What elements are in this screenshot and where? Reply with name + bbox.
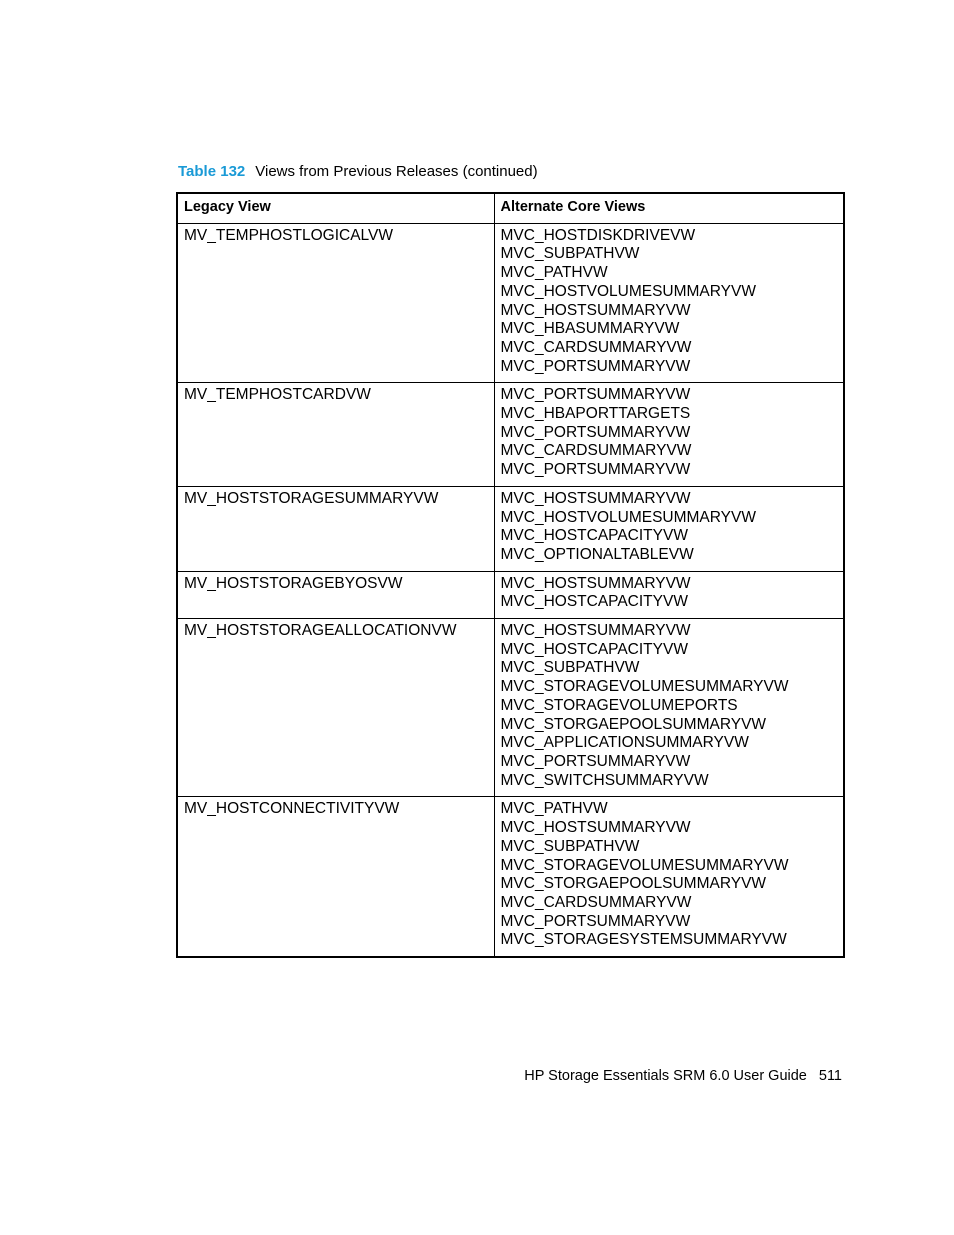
table-body — [177, 223, 844, 957]
alternate-core-views-cell — [494, 797, 844, 957]
list-item: MVC_PORTSUMMARYVW — [500, 461, 691, 479]
alternate-views-list — [501, 800, 838, 950]
alternate-views-list — [501, 575, 838, 612]
alternate-core-views-cell — [494, 571, 844, 618]
table-caption-text: Views from Previous Releases (continued) — [255, 163, 538, 180]
list-item: MVC_HOSTCAPACITYVW — [500, 640, 688, 658]
list-item: MVC_CARDSUMMARYVW — [500, 893, 692, 911]
legacy-view-cell: MV_TEMPHOSTLOGICALVW — [177, 223, 494, 383]
table-caption-label: Table 132 — [178, 163, 246, 180]
list-item: MVC_PATHVW — [500, 264, 608, 282]
column-header-legacy-view: Legacy View — [177, 193, 494, 223]
footer-title: HP Storage Essentials SRM 6.0 User Guide — [524, 1068, 807, 1084]
legacy-view-cell: MV_HOSTSTORAGEALLOCATIONVW — [177, 619, 494, 797]
list-item: MVC_HOSTCAPACITYVW — [500, 593, 688, 611]
list-item: MVC_PORTSUMMARYVW — [500, 386, 691, 404]
list-item: MVC_STORAGEVOLUMESUMMARYVW — [500, 678, 789, 696]
list-item: MVC_HOSTCAPACITYVW — [500, 527, 688, 545]
list-item: MVC_PORTSUMMARYVW — [500, 423, 691, 441]
list-item: MVC_HOSTSUMMARYVW — [500, 574, 691, 592]
list-item: MVC_STORAGESYSTEMSUMMARYVW — [500, 931, 787, 949]
list-item: MVC_APPLICATIONSUMMARYVW — [500, 734, 749, 752]
table-row — [177, 486, 844, 571]
list-item: MVC_PORTSUMMARYVW — [500, 357, 691, 375]
list-item: MVC_SUBPATHVW — [500, 245, 640, 263]
list-item: MVC_STORGAEPOOLSUMMARYVW — [500, 715, 767, 733]
views-table — [176, 192, 845, 958]
list-item: MVC_PATHVW — [500, 800, 608, 818]
list-item: MVC_SUBPATHVW — [500, 659, 640, 677]
list-item: MVC_HOSTSUMMARYVW — [500, 819, 691, 837]
list-item: MVC_HOSTSUMMARYVW — [500, 301, 691, 319]
legacy-view-cell: MV_HOSTSTORAGEBYOSVW — [177, 571, 494, 618]
alternate-core-views-cell — [494, 619, 844, 797]
alternate-views-list — [501, 490, 838, 565]
page-number: 511 — [818, 1068, 842, 1084]
legacy-view-cell: MV_HOSTSTORAGESUMMARYVW — [177, 486, 494, 571]
list-item: MVC_CARDSUMMARYVW — [500, 442, 692, 460]
list-item: MVC_HOSTSUMMARYVW — [500, 489, 691, 507]
table-row — [177, 619, 844, 797]
list-item: MVC_SWITCHSUMMARYVW — [500, 771, 709, 789]
list-item: MVC_CARDSUMMARYVW — [500, 338, 692, 356]
list-item: MVC_SUBPATHVW — [500, 837, 640, 855]
page-footer — [524, 1067, 842, 1085]
list-item: MVC_STORAGEVOLUMEPORTS — [500, 696, 738, 714]
alternate-core-views-cell — [494, 486, 844, 571]
list-item: MVC_HOSTVOLUMESUMMARYVW — [500, 508, 756, 526]
list-item: MVC_HBASUMMARYVW — [500, 320, 680, 338]
table-row — [177, 571, 844, 618]
list-item: MVC_HOSTSUMMARYVW — [500, 622, 691, 640]
list-item: MVC_PORTSUMMARYVW — [500, 912, 691, 930]
list-item: MVC_HBAPORTTARGETS — [500, 405, 691, 423]
list-item: MVC_PORTSUMMARYVW — [500, 752, 691, 770]
alternate-core-views-cell — [494, 383, 844, 487]
list-item: MVC_OPTIONALTABLEVW — [500, 545, 694, 563]
alternate-views-list — [501, 622, 838, 790]
legacy-view-cell: MV_TEMPHOSTCARDVW — [177, 383, 494, 487]
column-header-alternate-core-views: Alternate Core Views — [494, 193, 844, 223]
table-row — [177, 383, 844, 487]
table-caption — [178, 162, 538, 182]
list-item: MVC_STORGAEPOOLSUMMARYVW — [500, 875, 767, 893]
table-header-row — [177, 193, 844, 223]
alternate-core-views-cell — [494, 223, 844, 383]
table-row — [177, 223, 844, 383]
table-row — [177, 797, 844, 957]
alternate-views-list — [501, 386, 838, 480]
list-item: MVC_HOSTVOLUMESUMMARYVW — [500, 282, 756, 300]
list-item: MVC_STORAGEVOLUMESUMMARYVW — [500, 856, 789, 874]
legacy-view-cell: MV_HOSTCONNECTIVITYVW — [177, 797, 494, 957]
list-item: MVC_HOSTDISKDRIVEVW — [500, 226, 696, 244]
alternate-views-list — [501, 227, 838, 377]
